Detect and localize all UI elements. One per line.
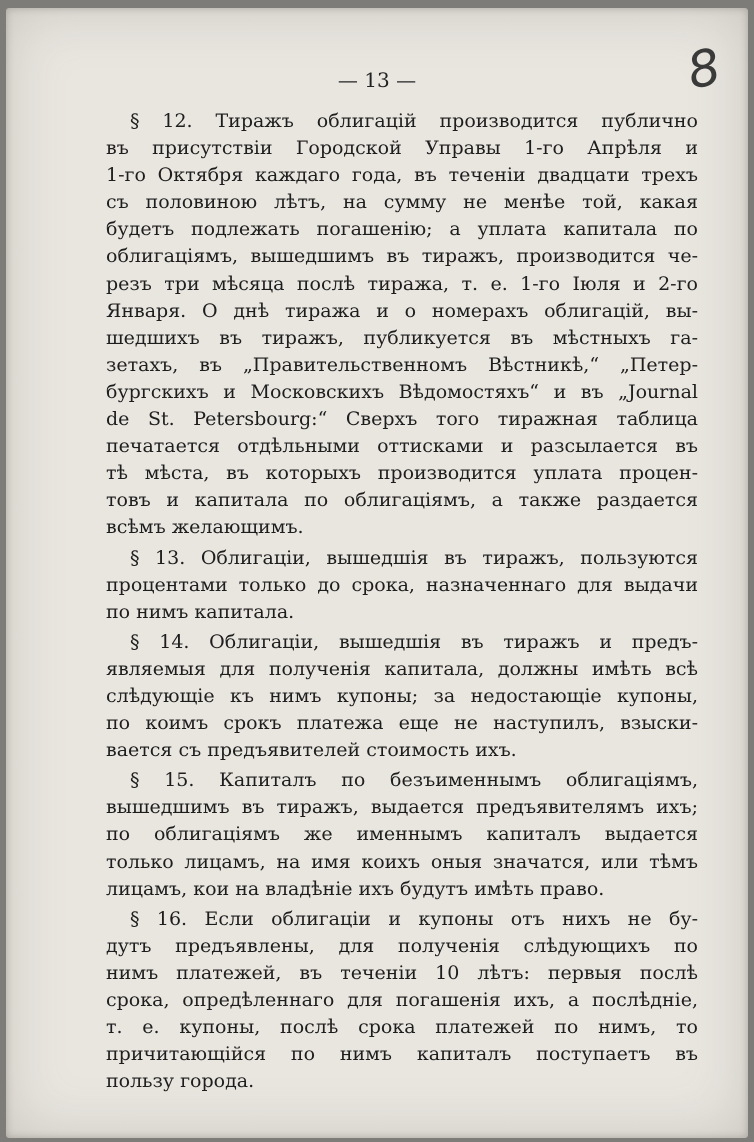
text-line: слѣдующіе къ нимъ купоны; за недостающіе купоны,	[106, 684, 698, 707]
text-line: являемыя для полученія капитала, должны имѣть всѣ	[106, 657, 698, 680]
text-line: будетъ подлежать погашенію; а уплата капитала по	[106, 218, 698, 241]
text-line: облигаціямъ, вышедшимъ въ тиражъ, производится че-	[106, 245, 698, 268]
text-line: шедшихъ въ тиражъ, публикуется въ мѣстныхъ га-	[106, 326, 698, 349]
handwritten-page-mark: 8	[682, 37, 726, 101]
text-line: по нимъ капитала.	[106, 600, 295, 623]
paragraph-15	[106, 767, 698, 902]
text-line: въ присутствіи Городской Управы 1-го Апрѣля и	[106, 137, 698, 160]
page-number: — 13 —	[337, 68, 417, 92]
text-line: de St. Petersbourg:“ Сверхъ того тиражная таблица	[106, 408, 698, 431]
text-line: зетахъ, въ „Правительственномъ Вѣстникѣ,“ „Петер-	[106, 353, 698, 376]
paragraph-14	[106, 629, 698, 764]
text-line: процентами только до срока, назначеннаго для выдачи	[106, 573, 698, 596]
paragraph-12	[106, 108, 698, 542]
text-line: тѣ мѣста, въ которыхъ производится уплата процен-	[106, 462, 698, 485]
text-line: съ половиною лѣтъ, на сумму не менѣе той, какая	[106, 191, 698, 214]
text-line: пользу города.	[106, 1070, 255, 1093]
text-line: лицамъ, кои на владѣніе ихъ будутъ имѣть право.	[106, 877, 605, 900]
text-line: § 15. Капиталъ по безъименнымъ облигаціямъ,	[130, 769, 698, 792]
text-line: дутъ предъявлены, для полученія слѣдующихъ по	[106, 934, 698, 957]
paragraph-16	[106, 906, 698, 1096]
text-line: § 12. Тиражъ облигацій производится публично	[130, 110, 698, 132]
text-line: т. е. купоны, послѣ срока платежей по нимъ, то	[106, 1016, 698, 1039]
text-line: нимъ платежей, въ теченіи 10 лѣтъ: первыя послѣ	[106, 961, 698, 984]
text-line: по облигаціямъ же именнымъ капиталъ выдается	[106, 823, 698, 846]
text-line: вышедшимъ въ тиражъ, выдается предъявителямъ ихъ;	[106, 796, 698, 819]
text-line: резъ три мѣсяца послѣ тиража, т. е. 1-го Іюля и 2-го	[106, 272, 698, 295]
text-line: срока, опредѣленнаго для погашенія ихъ, а послѣдніе,	[106, 989, 698, 1011]
text-line: 1-го Октября каждаго года, въ теченіи двадцати трехъ	[106, 164, 698, 187]
document-page	[6, 8, 748, 1138]
paragraph-13	[106, 545, 698, 626]
text-line: § 13. Облигаціи, вышедшія въ тиражъ, пользуются	[130, 546, 698, 569]
text-line: по коимъ срокъ платежа еще не наступилъ, взыски-	[106, 712, 698, 735]
text-line: вается съ предъявителей стоимость ихъ.	[106, 739, 517, 762]
text-line: только лицамъ, на имя коихъ оныя значатся, или тѣмъ	[106, 850, 698, 873]
text-line: Января. О днѣ тиража и о номерахъ облигацій, вы-	[106, 299, 698, 322]
text-line: печатается отдѣльными оттисками и разсылается въ	[106, 435, 698, 458]
text-line: § 14. Облигаціи, вышедшія въ тиражъ и предъ-	[130, 630, 698, 653]
text-line: товъ и капитала по облигаціямъ, а также раздается	[106, 489, 698, 512]
text-line: всѣмъ желающимъ.	[106, 516, 304, 539]
text-line: причитающійся по нимъ капиталъ поступаетъ въ	[106, 1043, 698, 1066]
document-body	[106, 108, 698, 1095]
text-line: бургскихъ и Московскихъ Вѣдомостяхъ“ и въ „Journal	[106, 380, 698, 403]
text-line: § 16. Если облигаціи и купоны отъ нихъ не бу-	[130, 907, 698, 930]
